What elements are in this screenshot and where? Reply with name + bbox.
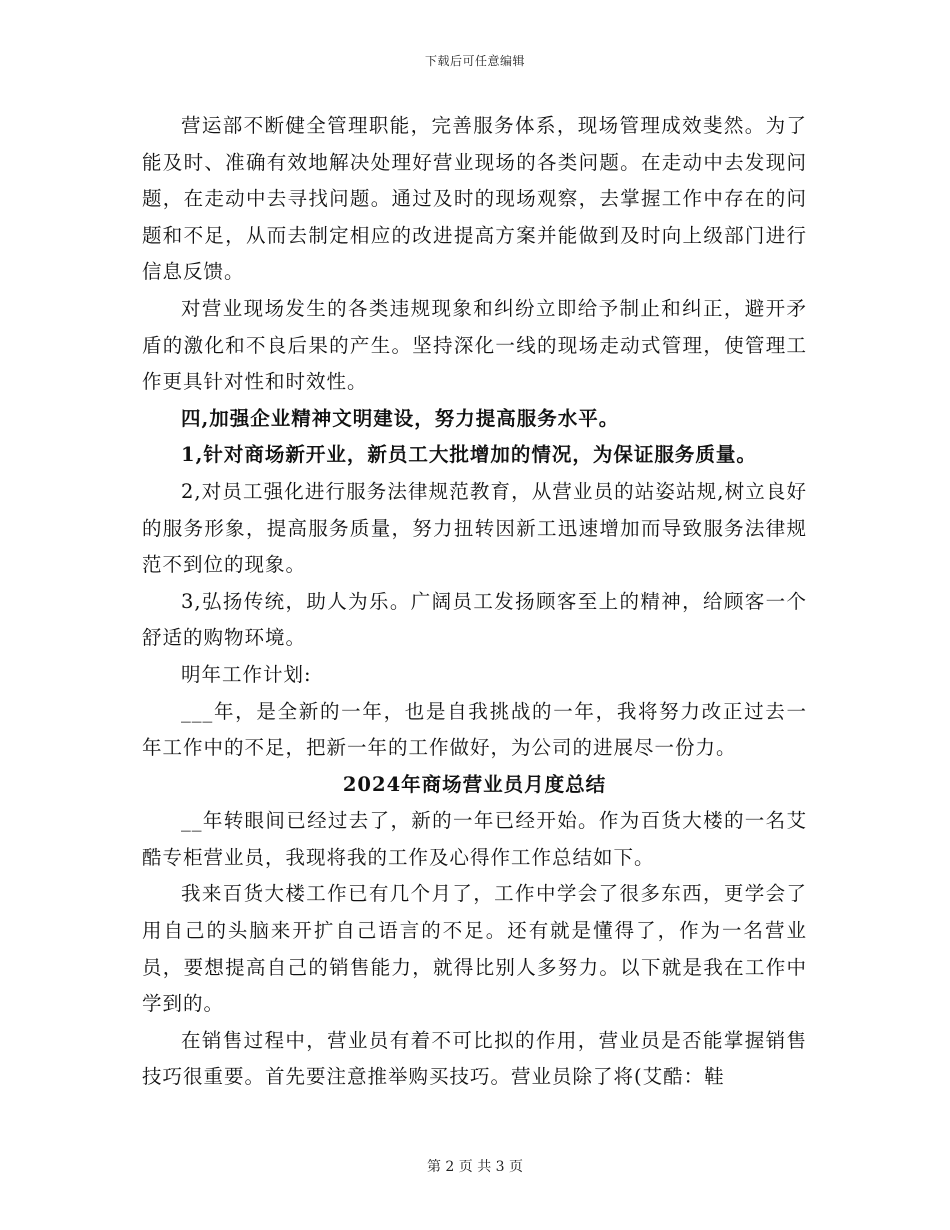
section-heading-four: 四,加强企业精神文明建设，努力提高服务水平。 xyxy=(181,406,620,430)
paragraph-management: 营运部不断健全管理职能，完善服务体系，现场管理成效斐然。为了能及时、准确有效地解决处理好营业现场的各类问题。在走动中去发现问题，在走动中去寻找问题。通过及时的现场观察，去掌握工作中存在的问题和不足，从而去制定相应的改进提高方案并能做到及时向上级部门进行信息反馈。 xyxy=(142,114,807,284)
page-footer: 第 2 页 共 3 页 xyxy=(426,1159,524,1175)
paragraph-plan: ___年，是全新的一年，也是自我挑战的一年，我将努力改正过去一年工作中的不足，把新一年的工作做好，为公司的进展尽一份力。 xyxy=(142,699,807,760)
paragraph-intro: __年转眼间已经过去了，新的一年已经开始。作为百货大楼的一名艾酷专柜营业员，我现将我的工作及心得作工作总结如下。 xyxy=(142,809,807,869)
list-item-3: 3,弘扬传统，助人为乐。广阔员工发扬顾客至上的精神，给顾客一个舒适的购物环境。 xyxy=(142,589,807,650)
paragraph-violations: 对营业现场发生的各类违规现象和纠纷立即给予制止和纠正，避开矛盾的激化和不良后果的产生。坚持深化一线的现场走动式管理，使管理工作更具针对性和时效性。 xyxy=(142,296,807,394)
list-item-2: 2,对员工强化进行服务法律规范教育，从营业员的站姿站规,树立良好的服务形象，提高服务质量，努力扭转因新工迅速增加而导致服务法律规范不到位的现象。 xyxy=(142,479,807,577)
document-title: 2024年商场营业员月度总结 xyxy=(342,772,607,796)
list-item-1: 1,针对商场新开业，新员工大批增加的情况，为保证服务质量。 xyxy=(181,443,757,467)
page-header: 下载后可任意编辑 xyxy=(424,54,525,68)
paragraph-sales: 在销售过程中，营业员有着不可比拟的作用，营业员是否能掌握销售技巧很重要。首先要注意推举购买技巧。营业员除了将(艾酷：鞋 xyxy=(142,1028,807,1089)
paragraph-experience: 我来百货大楼工作已有几个月了，工作中学会了很多东西，更学会了用自己的头脑来开扩自己语言的不足。还有就是懂得了，作为一名营业员，要想提高自己的销售能力，就得比别人多努力。以下就是我在工作中学到的。 xyxy=(142,882,807,1016)
plan-heading: 明年工作计划: xyxy=(181,662,312,686)
document-body xyxy=(142,108,807,1096)
